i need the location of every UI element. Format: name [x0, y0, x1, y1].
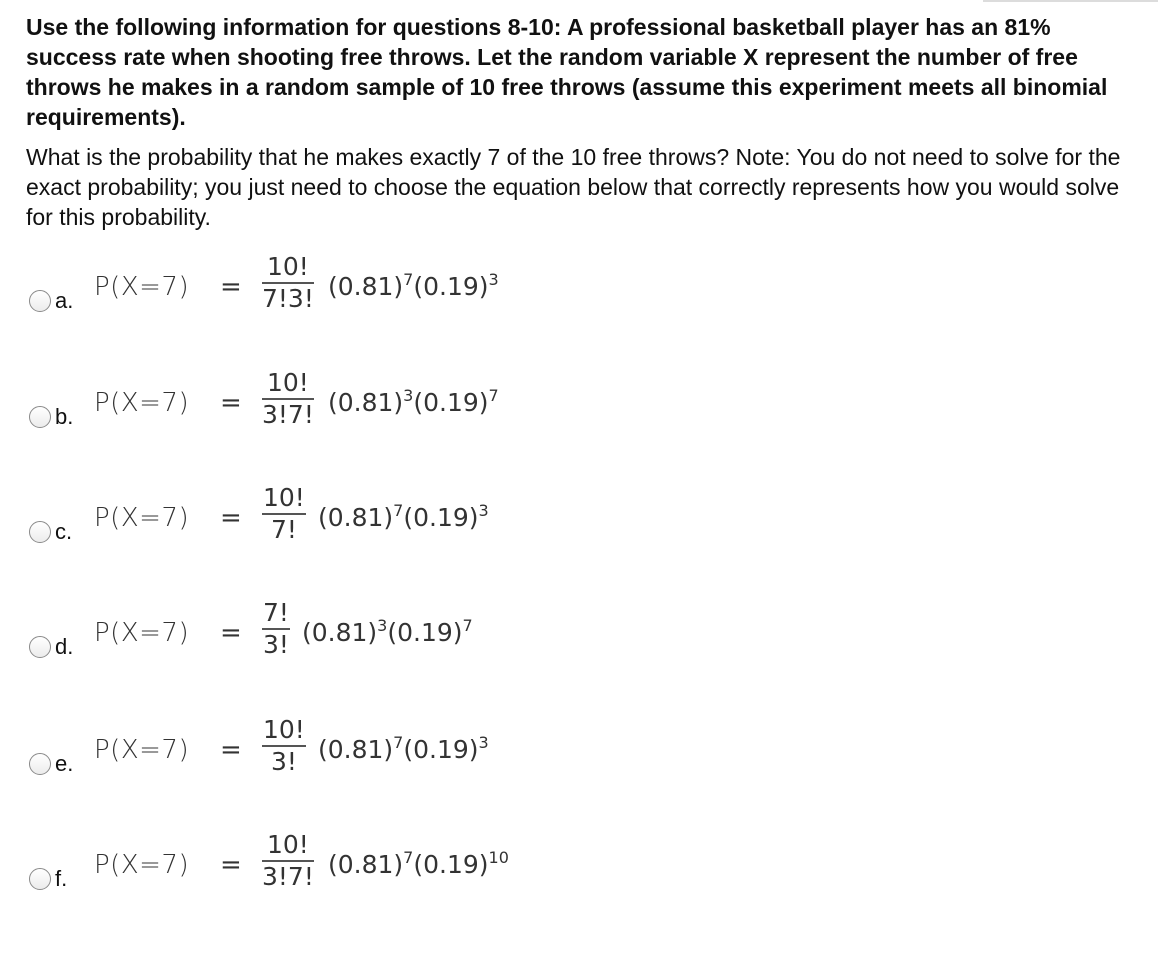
- power-terms-f: [328, 850, 509, 883]
- equals-sign-e: =: [220, 735, 242, 765]
- answer-option-f[interactable]: [0, 830, 700, 910]
- radio-button-c[interactable]: [29, 521, 51, 543]
- base-term-f1: (0.81): [328, 850, 404, 879]
- option-letter-c: c.: [55, 519, 73, 544]
- fraction-denominator-f: 3!7!: [262, 861, 314, 891]
- fraction-c: [262, 483, 306, 545]
- base-term-a1: (0.81): [328, 272, 404, 301]
- fraction-numerator-a: 10!: [267, 252, 309, 281]
- power-terms-c: [318, 503, 489, 536]
- answer-option-a[interactable]: [0, 252, 700, 332]
- exponent-f1: 7: [403, 848, 414, 867]
- radio-button-a[interactable]: [29, 290, 51, 312]
- base-term-b1: (0.81): [328, 388, 404, 417]
- equals-sign-c: =: [220, 503, 242, 533]
- power-terms-d: [302, 618, 473, 651]
- exponent-e1: 7: [393, 733, 404, 752]
- exponent-c2: 3: [478, 501, 489, 520]
- radio-button-e[interactable]: [29, 753, 51, 775]
- fraction-numerator-b: 10!: [267, 368, 309, 397]
- equals-sign-b: =: [220, 388, 242, 418]
- equation-lhs-c: P(X=7): [94, 503, 190, 533]
- option-letter-a: a.: [55, 288, 74, 313]
- power-terms-e: [318, 735, 489, 768]
- equals-sign-a: =: [220, 272, 242, 302]
- exponent-d2: 7: [462, 616, 473, 635]
- question-context-header: Use the following information for questions 8-10: A professional basketball player has an 81% success rate when shooting free throws. Let the random variable X represent the number of free throws he makes in a random sample of 10 free throws (assume this experiment meets all binomial requirements).: [26, 14, 1108, 130]
- fraction-denominator-d: 3!: [263, 629, 289, 659]
- answer-option-e[interactable]: [0, 715, 700, 795]
- exponent-f2: 10: [488, 848, 509, 867]
- equation-lhs-f: P(X=7): [94, 850, 190, 880]
- radio-button-b[interactable]: [29, 406, 51, 428]
- equation-lhs-d: P(X=7): [94, 618, 190, 648]
- base-term-d1: (0.81): [302, 618, 378, 647]
- fraction-denominator-c: 7!: [270, 514, 297, 544]
- radio-button-f[interactable]: [29, 868, 51, 890]
- fraction-numerator-f: 10!: [267, 830, 309, 859]
- fraction-numerator-e: 10!: [263, 715, 305, 744]
- exponent-a2: 3: [488, 270, 499, 289]
- fraction-d: [262, 598, 290, 660]
- power-terms-a: [328, 272, 499, 305]
- fraction-denominator-a: 7!3!: [262, 283, 314, 313]
- option-letter-b: b.: [55, 404, 74, 429]
- base-term-e1: (0.81): [318, 735, 394, 764]
- power-terms-b: [328, 388, 499, 421]
- base-term-b2: (0.19): [413, 388, 489, 417]
- fraction-a: [262, 252, 314, 314]
- base-term-c2: (0.19): [403, 503, 479, 532]
- equation-lhs-e: P(X=7): [94, 735, 190, 765]
- base-term-c1: (0.81): [318, 503, 394, 532]
- top-divider: [983, 0, 1158, 2]
- exponent-d1: 3: [377, 616, 388, 635]
- option-letter-d: d.: [55, 634, 74, 659]
- base-term-d2: (0.19): [387, 618, 463, 647]
- equation-lhs-b: P(X=7): [94, 388, 190, 418]
- base-term-e2: (0.19): [403, 735, 479, 764]
- base-term-f2: (0.19): [413, 850, 489, 879]
- equation-lhs-a: P(X=7): [94, 272, 190, 302]
- question-text: What is the probability that he makes exactly 7 of the 10 free throws? Note: You do not need to solve for the exact probability; you just need to choose the equation below that correctly represents how you would solve for this probability.: [26, 144, 1121, 230]
- fraction-denominator-e: 3!: [270, 746, 297, 776]
- base-term-a2: (0.19): [413, 272, 489, 301]
- option-letter-e: e.: [55, 751, 74, 776]
- radio-button-d[interactable]: [29, 636, 51, 658]
- answer-option-c[interactable]: [0, 483, 700, 563]
- option-letter-f: f.: [55, 866, 68, 891]
- exponent-a1: 7: [403, 270, 414, 289]
- fraction-f: [262, 830, 314, 892]
- fraction-e: [262, 715, 306, 777]
- equals-sign-f: =: [220, 850, 242, 880]
- exponent-b2: 7: [488, 386, 499, 405]
- exponent-c1: 7: [393, 501, 404, 520]
- answer-option-d[interactable]: [0, 598, 700, 678]
- equals-sign-d: =: [220, 618, 242, 648]
- fraction-b: [262, 368, 314, 430]
- answer-option-b[interactable]: [0, 368, 700, 448]
- exponent-e2: 3: [478, 733, 489, 752]
- exponent-b1: 3: [403, 386, 414, 405]
- fraction-numerator-d: 7!: [263, 598, 289, 627]
- fraction-numerator-c: 10!: [263, 483, 305, 512]
- fraction-denominator-b: 3!7!: [262, 399, 314, 429]
